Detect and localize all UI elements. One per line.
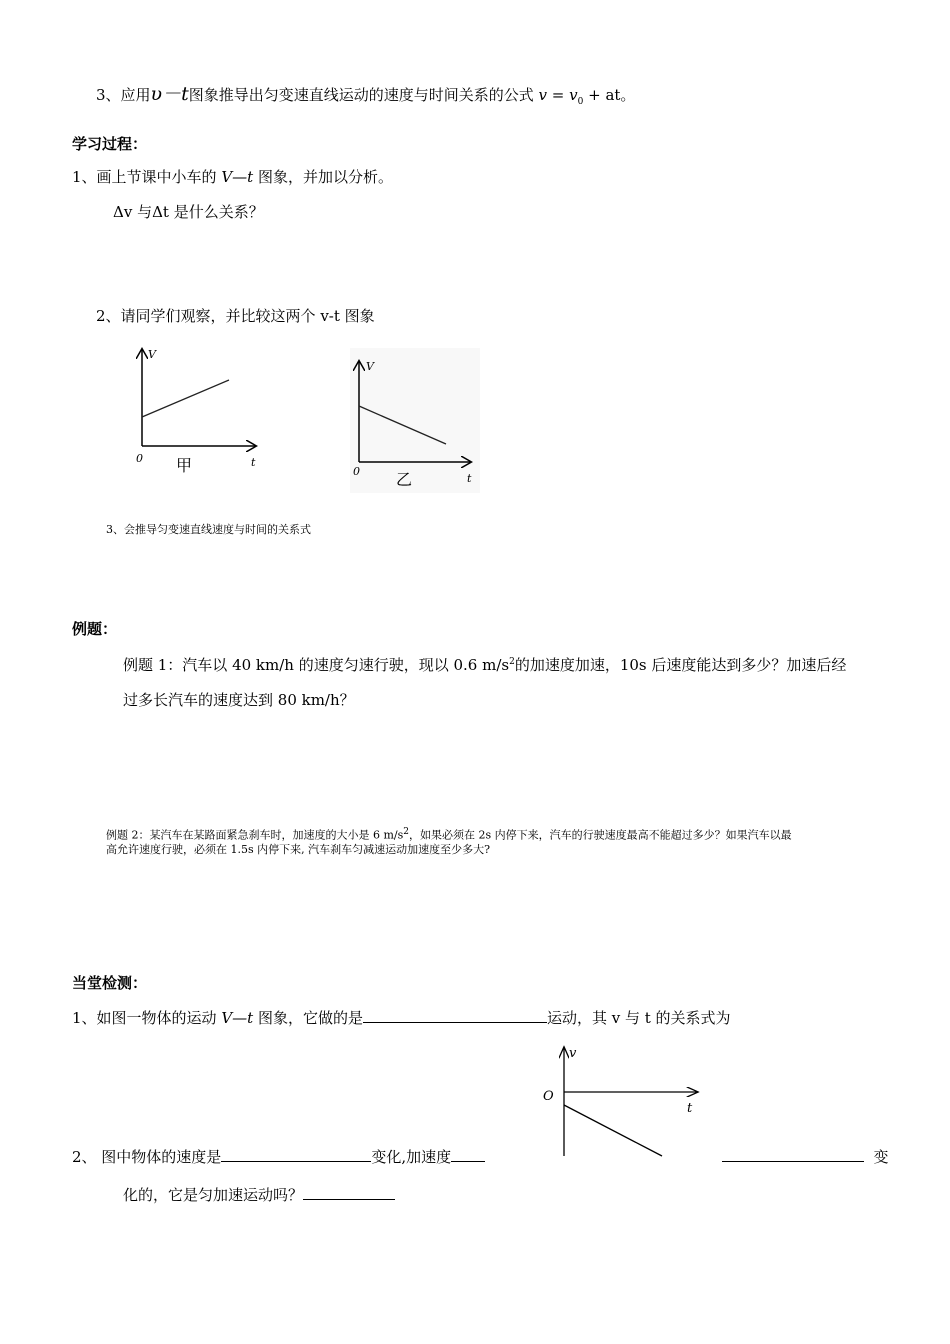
graph-jia-caption: 甲 xyxy=(176,456,193,475)
q1-mid: 图象，它做的是 xyxy=(253,1009,363,1027)
q2-line2: 化的，它是匀加速运动吗？ xyxy=(123,1186,304,1204)
formula-v0: v xyxy=(569,86,578,104)
check-heading: 当堂检测： xyxy=(72,974,148,992)
formula-sub: 0 xyxy=(577,97,584,107)
q1-suffix: 运动，其 v 与 t 的关系式为 xyxy=(546,1009,731,1027)
check-graph-line xyxy=(564,1105,662,1156)
item1-vt: V—t xyxy=(221,168,254,186)
check-graph-t-label: t xyxy=(687,1101,693,1116)
examples-heading: 例题： xyxy=(72,620,118,638)
example-2-line-2: 高允许速度行驶，必须在 1.5s 内停下来, 汽车刹车匀减速运动加速度至少多大? xyxy=(106,843,491,856)
ex2-line1-b: ，如果必须在 2s 内停下来，汽车的行驶速度最高不能超过多少？如果汽车以最 xyxy=(409,828,792,842)
graph-jia-line xyxy=(142,380,229,417)
objective-3-text: 图象推导出匀变速直线运动的速度与时间关系的公式 xyxy=(188,86,534,104)
q2-right: 变 xyxy=(873,1148,889,1166)
q2-blank-velocity[interactable] xyxy=(221,1146,371,1162)
formula-v: v xyxy=(538,86,548,104)
graph-jia-v-label: V xyxy=(148,348,156,361)
example-1-line-1 xyxy=(123,652,846,675)
q1-vt: V—t xyxy=(221,1009,254,1027)
vt-graphs-comparison xyxy=(120,338,490,498)
vt-symbol: υ－t xyxy=(150,83,189,105)
item1-question: Δv 与Δt 是什么关系？ xyxy=(113,203,264,221)
graph-jia xyxy=(136,348,256,475)
ex2-line1-a: 例题 2：某汽车在某路面紧急刹车时，加速度的大小是 6 m/s xyxy=(106,828,404,842)
check-question-2-right xyxy=(722,1146,889,1167)
learning-item-3: 3、会推导匀变速直线速度与时间的关系式 xyxy=(106,523,311,536)
item1-suffix: 图象，并加以分析。 xyxy=(253,168,393,186)
example-1-line-2: 过多长汽车的速度达到 80 km/h？ xyxy=(123,691,355,709)
q1-prefix: 1、如图一物体的运动 xyxy=(72,1009,222,1027)
q1-blank-motion[interactable] xyxy=(363,1007,547,1023)
ex1-line1-a: 例题 1：汽车以 40 km/h 的速度匀速行驶，现以 0.6 m/s xyxy=(123,656,510,674)
check-vt-graph xyxy=(530,1040,705,1165)
q2-blank-answer[interactable] xyxy=(303,1184,395,1200)
learning-item-1 xyxy=(72,167,393,187)
q2-prefix: 2、 图中物体的速度是 xyxy=(72,1148,222,1166)
learning-heading: 学习过程： xyxy=(72,135,148,153)
check-question-2 xyxy=(72,1146,485,1167)
graph-yi-caption: 乙 xyxy=(396,470,413,489)
item1-prefix: 1、画上节课中小车的 xyxy=(72,168,222,186)
graph-jia-origin: 0 xyxy=(136,452,143,465)
objective-3 xyxy=(96,84,635,112)
ex1-line1-b: 的加速度加速，10s 后速度能达到多少？加速后经 xyxy=(514,656,847,674)
check-graph-origin: O xyxy=(543,1089,554,1104)
q2-mid: 变化,加速度 xyxy=(371,1148,452,1166)
check-question-2-line-2 xyxy=(123,1184,395,1205)
learning-item-2: 2、请同学们观察，并比较这两个 v-t 图象 xyxy=(96,307,375,325)
graph-jia-t-label: t xyxy=(251,456,256,469)
ex1-sup: 2 xyxy=(509,657,515,667)
q2-blank-acceleration-a[interactable] xyxy=(451,1146,485,1162)
ex2-sup: 2 xyxy=(403,827,410,837)
graph-yi-v-label: V xyxy=(366,360,374,373)
check-graph-v-label: v xyxy=(569,1046,577,1061)
formula-eq: = xyxy=(547,86,570,104)
objective-3-prefix: 3、应用 xyxy=(96,86,151,104)
q2-blank-acceleration-b[interactable] xyxy=(722,1146,864,1162)
formula-tail: + at。 xyxy=(583,86,636,104)
graph-yi-origin: 0 xyxy=(353,465,360,478)
check-question-1 xyxy=(72,1007,731,1028)
graph-yi-t-label: t xyxy=(467,472,472,485)
